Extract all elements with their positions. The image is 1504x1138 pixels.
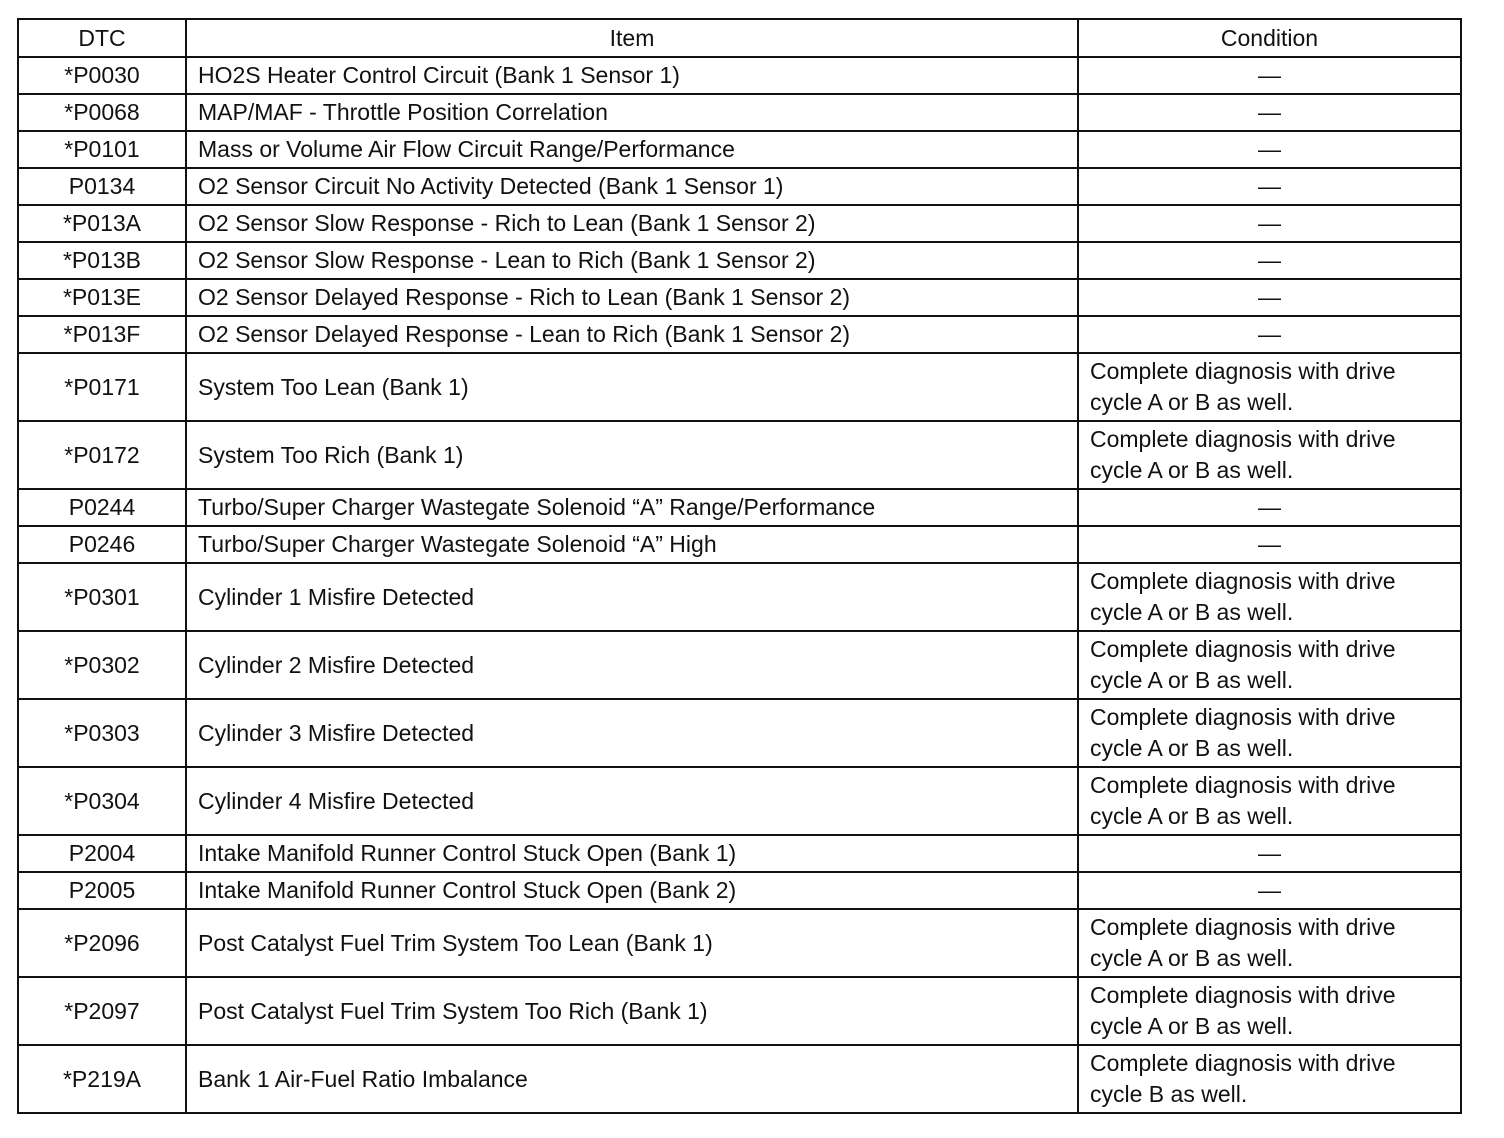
item-description-cell: Intake Manifold Runner Control Stuck Open (Bank 2) xyxy=(186,872,1078,909)
item-description-cell: O2 Sensor Slow Response - Lean to Rich (Bank 1 Sensor 2) xyxy=(186,242,1078,279)
item-description-cell: HO2S Heater Control Circuit (Bank 1 Sensor 1) xyxy=(186,57,1078,94)
item-description-cell: Turbo/Super Charger Wastegate Solenoid “A” High xyxy=(186,526,1078,563)
item-description-cell: Mass or Volume Air Flow Circuit Range/Performance xyxy=(186,131,1078,168)
item-description-cell: Bank 1 Air-Fuel Ratio Imbalance xyxy=(186,1045,1078,1113)
dtc-code-cell: *P0304 xyxy=(18,767,186,835)
dtc-code-cell: *P0101 xyxy=(18,131,186,168)
item-description-cell: System Too Lean (Bank 1) xyxy=(186,353,1078,421)
table-row xyxy=(18,353,1461,421)
item-description-cell: O2 Sensor Circuit No Activity Detected (Bank 1 Sensor 1) xyxy=(186,168,1078,205)
dtc-code-cell: P0244 xyxy=(18,489,186,526)
condition-cell: Complete diagnosis with drive cycle A or B as well. xyxy=(1078,977,1461,1045)
condition-cell: — xyxy=(1078,526,1461,563)
item-description-cell: System Too Rich (Bank 1) xyxy=(186,421,1078,489)
table-row xyxy=(18,489,1461,526)
condition-cell: — xyxy=(1078,94,1461,131)
dtc-code-cell: *P0172 xyxy=(18,421,186,489)
item-description-cell: O2 Sensor Slow Response - Rich to Lean (Bank 1 Sensor 2) xyxy=(186,205,1078,242)
item-description-cell: Cylinder 1 Misfire Detected xyxy=(186,563,1078,631)
dtc-code-cell: *P2097 xyxy=(18,977,186,1045)
dtc-code-cell: *P0171 xyxy=(18,353,186,421)
table-row xyxy=(18,316,1461,353)
dtc-code-cell: *P219A xyxy=(18,1045,186,1113)
condition-cell: — xyxy=(1078,57,1461,94)
table-row xyxy=(18,168,1461,205)
table-row xyxy=(18,977,1461,1045)
condition-cell: Complete diagnosis with drive cycle A or B as well. xyxy=(1078,767,1461,835)
item-description-cell: Post Catalyst Fuel Trim System Too Rich (Bank 1) xyxy=(186,977,1078,1045)
dtc-code-cell: P2005 xyxy=(18,872,186,909)
table-row xyxy=(18,279,1461,316)
table-row xyxy=(18,631,1461,699)
dtc-code-cell: *P0030 xyxy=(18,57,186,94)
table-row xyxy=(18,131,1461,168)
column-header-item: Item xyxy=(186,19,1078,57)
item-description-cell: Post Catalyst Fuel Trim System Too Lean (Bank 1) xyxy=(186,909,1078,977)
condition-cell: Complete diagnosis with drive cycle B as well. xyxy=(1078,1045,1461,1113)
item-description-cell: O2 Sensor Delayed Response - Lean to Rich (Bank 1 Sensor 2) xyxy=(186,316,1078,353)
table-row xyxy=(18,767,1461,835)
dtc-code-cell: *P0303 xyxy=(18,699,186,767)
condition-cell: Complete diagnosis with drive cycle A or B as well. xyxy=(1078,909,1461,977)
condition-cell: — xyxy=(1078,168,1461,205)
condition-cell: — xyxy=(1078,316,1461,353)
item-description-cell: O2 Sensor Delayed Response - Rich to Lean (Bank 1 Sensor 2) xyxy=(186,279,1078,316)
item-description-cell: Intake Manifold Runner Control Stuck Open (Bank 1) xyxy=(186,835,1078,872)
dtc-code-cell: *P013E xyxy=(18,279,186,316)
condition-cell: — xyxy=(1078,205,1461,242)
table-row xyxy=(18,57,1461,94)
condition-cell: — xyxy=(1078,131,1461,168)
dtc-code-cell: *P0301 xyxy=(18,563,186,631)
dtc-table xyxy=(17,18,1462,1114)
condition-cell: — xyxy=(1078,872,1461,909)
condition-cell: Complete diagnosis with drive cycle A or B as well. xyxy=(1078,699,1461,767)
table-row xyxy=(18,909,1461,977)
table-row xyxy=(18,1045,1461,1113)
item-description-cell: Cylinder 2 Misfire Detected xyxy=(186,631,1078,699)
table-row xyxy=(18,421,1461,489)
item-description-cell: Turbo/Super Charger Wastegate Solenoid “A” Range/Performance xyxy=(186,489,1078,526)
table-row xyxy=(18,526,1461,563)
dtc-code-cell: *P013B xyxy=(18,242,186,279)
column-header-dtc: DTC xyxy=(18,19,186,57)
table-row xyxy=(18,94,1461,131)
header-row xyxy=(18,19,1461,57)
condition-cell: Complete diagnosis with drive cycle A or B as well. xyxy=(1078,563,1461,631)
dtc-code-cell: *P013F xyxy=(18,316,186,353)
table-row xyxy=(18,563,1461,631)
condition-cell: Complete diagnosis with drive cycle A or B as well. xyxy=(1078,631,1461,699)
condition-cell: Complete diagnosis with drive cycle A or B as well. xyxy=(1078,421,1461,489)
item-description-cell: Cylinder 3 Misfire Detected xyxy=(186,699,1078,767)
condition-cell: — xyxy=(1078,279,1461,316)
condition-cell: — xyxy=(1078,242,1461,279)
dtc-code-cell: *P013A xyxy=(18,205,186,242)
table-row xyxy=(18,835,1461,872)
table-row xyxy=(18,242,1461,279)
table-row xyxy=(18,872,1461,909)
dtc-code-cell: *P0068 xyxy=(18,94,186,131)
dtc-code-cell: P2004 xyxy=(18,835,186,872)
dtc-code-cell: *P0302 xyxy=(18,631,186,699)
dtc-code-cell: P0246 xyxy=(18,526,186,563)
condition-cell: — xyxy=(1078,489,1461,526)
dtc-code-cell: *P2096 xyxy=(18,909,186,977)
table-row xyxy=(18,699,1461,767)
dtc-code-cell: P0134 xyxy=(18,168,186,205)
item-description-cell: MAP/MAF - Throttle Position Correlation xyxy=(186,94,1078,131)
table-body xyxy=(18,57,1461,1113)
table-row xyxy=(18,205,1461,242)
item-description-cell: Cylinder 4 Misfire Detected xyxy=(186,767,1078,835)
condition-cell: Complete diagnosis with drive cycle A or B as well. xyxy=(1078,353,1461,421)
column-header-condition: Condition xyxy=(1078,19,1461,57)
condition-cell: — xyxy=(1078,835,1461,872)
